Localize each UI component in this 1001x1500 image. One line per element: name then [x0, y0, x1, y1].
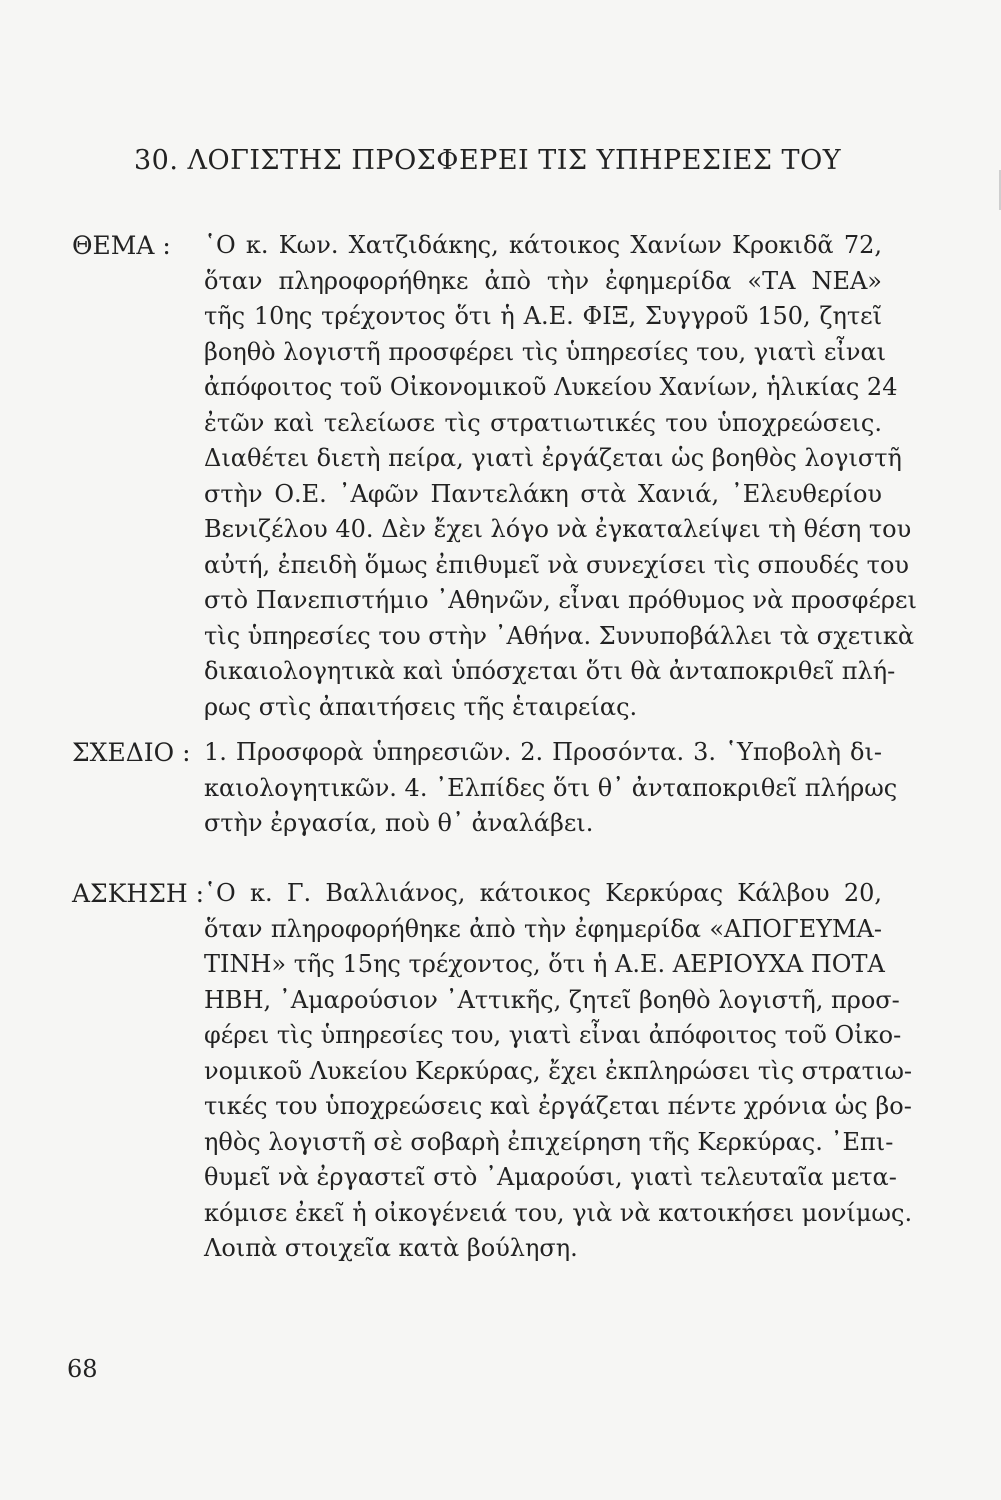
- exercise-line: νομικοῦ Λυκείου Κερκύρας, ἔχει ἐκπληρώσει τὶς στρατιω-: [204, 1056, 912, 1085]
- theme-line: στὸ Πανεπιστήμιο ᾿Αθηνῶν, εἶναι πρόθυμος νὰ προσφέρει: [204, 586, 917, 614]
- exercise-line: φέρει τὶς ὑπηρεσίες του, γιατὶ εἶναι ἀπόφοιτος τοῦ Οἰκο-: [204, 1021, 902, 1049]
- theme-section: [72, 228, 932, 725]
- theme-body: [204, 228, 917, 725]
- theme-line: ὅταν πληροφορήθηκε ἀπὸ τὴν ἐφημερίδα «ΤΑ ΝΕΑ»: [204, 266, 882, 295]
- theme-line: ῾Ο κ. Κων. Χατζιδάκης, κάτοικος Χανίων Κροκιδᾶ 72,: [204, 231, 882, 259]
- theme-line: δικαιολογητικὰ καὶ ὑπόσχεται ὅτι θὰ ἀνταποκριθεῖ πλή-: [204, 657, 896, 685]
- exercise-line: κόμισε ἐκεῖ ἡ οἰκογένειά του, γιὰ νὰ κατοικήσει μονίμως.: [204, 1198, 913, 1227]
- exercise-line: ηθὸς λογιστῆ σὲ σοβαρὴ ἐπιχείρηση τῆς Κερκύρας. ᾿Επι-: [204, 1127, 894, 1156]
- theme-line: στὴν Ο.Ε. ᾿Αφῶν Παντελάκη στὰ Χανιά, ᾿Ελευθερίου: [204, 479, 882, 508]
- exercise-line: ῾Ο κ. Γ. Βαλλιάνος, κάτοικος Κερκύρας Κάλβου 20,: [204, 879, 882, 907]
- plan-label: ΣΧΕΔΙΟ :: [72, 738, 191, 767]
- theme-line: ἀπόφοιτος τοῦ Οἰκονομικοῦ Λυκείου Χανίων, ἡλικίας 24: [204, 373, 898, 401]
- theme-line: αὐτή, ἐπειδὴ ὅμως ἐπιθυμεῖ νὰ συνεχίσει τὶς σπουδές του: [204, 550, 909, 579]
- plan-line: στὴν ἐργασία, ποὺ θ᾿ ἀναλάβει.: [204, 809, 594, 837]
- theme-line: Διαθέτει διετὴ πείρα, γιατὶ ἐργάζεται ὡς βοηθὸς λογιστῆ: [204, 444, 902, 472]
- exercise-line: Λοιπὰ στοιχεῖα κατὰ βούληση.: [204, 1234, 578, 1262]
- theme-line: βοηθὸ λογιστῆ προσφέρει τὶς ὑπηρεσίες του, γιατὶ εἶναι: [204, 337, 887, 366]
- theme-line: τῆς 10ης τρέχοντος ὅτι ἡ Α.Ε. ΦΙΞ, Συγγροῦ 150, ζητεῖ: [204, 302, 882, 330]
- exercise-line: ΗΒΗ, ᾿Αμαρούσιον ᾿Αττικῆς, ζητεῖ βοηθὸ λογιστῆ, προσ-: [204, 985, 900, 1014]
- plan-section: [72, 735, 932, 842]
- page-number: 68: [67, 1355, 98, 1383]
- page-title: 30. ΛΟΓΙΣΤΗΣ ΠΡΟΣΦΕΡΕΙ ΤΙΣ ΥΠΗΡΕΣΙΕΣ ΤΟΥ: [134, 145, 842, 176]
- exercise-section: [72, 876, 932, 1267]
- theme-line: τὶς ὑπηρεσίες του στὴν ᾿Αθήνα. Συνυποβάλλει τὰ σχετικὰ: [204, 621, 915, 650]
- theme-line: Βενιζέλου 40. Δὲν ἔχει λόγο νὰ ἐγκαταλείψει τὴ θέση του: [204, 515, 912, 543]
- exercise-label: ΑΣΚΗΣΗ :: [72, 879, 205, 908]
- exercise-line: ΤΙΝΗ» τῆς 15ης τρέχοντος, ὅτι ἡ Α.Ε. ΑΕΡΙΟΥΧΑ ΠΟΤΑ: [204, 950, 885, 978]
- theme-label: ΘΕΜΑ :: [72, 231, 171, 260]
- exercise-line: τικές του ὑποχρεώσεις καὶ ἐργάζεται πέντε χρόνια ὡς βο-: [204, 1092, 912, 1120]
- exercise-body: [204, 876, 913, 1267]
- plan-body: [204, 735, 898, 842]
- exercise-line: ὅταν πληροφορήθηκε ἀπὸ τὴν ἐφημερίδα «ΑΠΟΓΕΥΜΑ-: [204, 914, 882, 943]
- theme-line: ρως στὶς ἀπαιτήσεις τῆς ἑταιρείας.: [204, 692, 638, 721]
- theme-line: ἐτῶν καὶ τελείωσε τὶς στρατιωτικές του ὑποχρεώσεις.: [204, 408, 882, 437]
- plan-line: καιολογητικῶν. 4. ᾿Ελπίδες ὅτι θ᾿ ἀνταποκριθεῖ πλήρως: [204, 773, 898, 802]
- plan-line: 1. Προσφορὰ ὑπηρεσιῶν. 2. Προσόντα. 3. ῾Υποβολὴ δι-: [204, 738, 882, 766]
- exercise-line: θυμεῖ νὰ ἐργαστεῖ στὸ ᾿Αμαρούσι, γιατὶ τελευταῖα μετα-: [204, 1163, 897, 1191]
